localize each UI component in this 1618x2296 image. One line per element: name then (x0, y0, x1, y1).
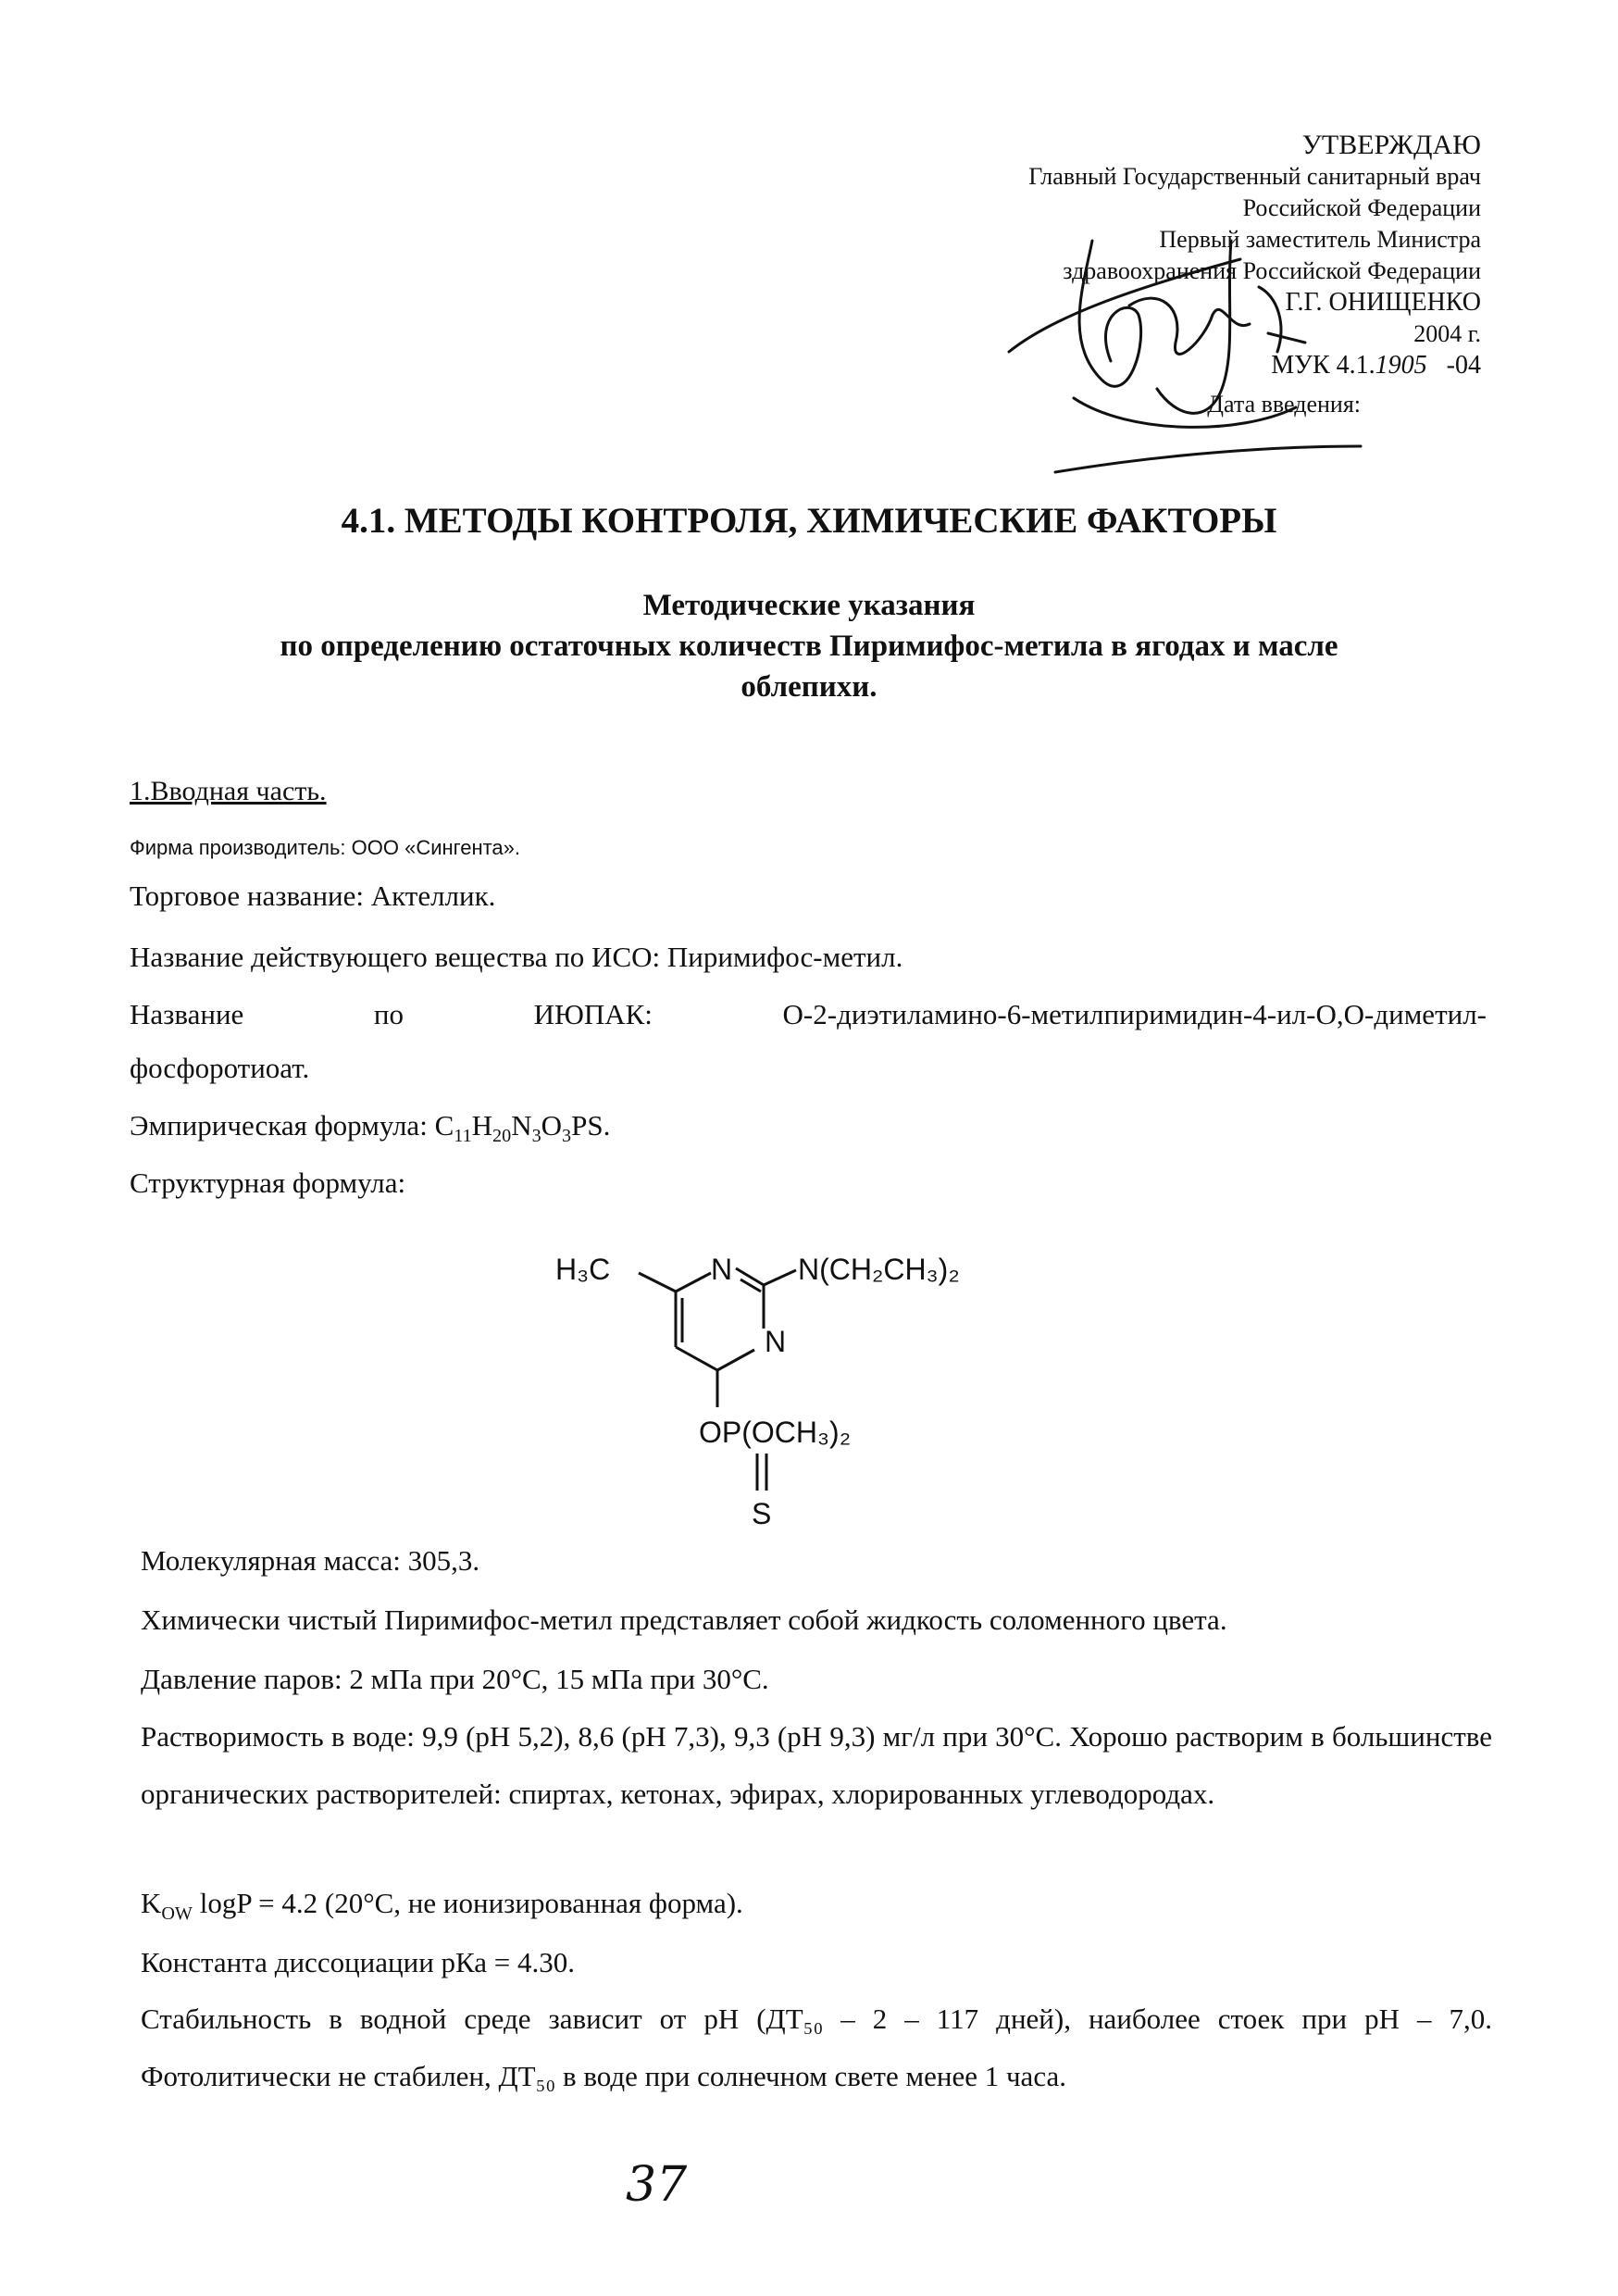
empirical-label: Эмпирическая формула: (130, 1109, 435, 1142)
solubility: Растворимость в воде: 9,9 (рН 5,2), 8,6 (рН 7,3), 9,3 (рН 9,3) мг/л при 30°С. Хорошо растворим в большинстве органических растворителей: спиртах, кетонах, эфирах, хлорированных углеводородах. (141, 1720, 1492, 1810)
n-right-label: N (765, 1325, 787, 1358)
empirical-formula (130, 1109, 610, 1147)
structural-label: Структурная формула: (130, 1167, 406, 1199)
pka-line: Константа диссоциации рКа = 4.30. (141, 1946, 576, 1978)
handwritten-signature (1000, 204, 1370, 481)
iupac-continuation: фосфоротиоат. (130, 1052, 310, 1084)
muk-label: МУК 4.1. (1271, 351, 1375, 380)
approval-year: 2004 г. (1413, 320, 1481, 347)
approval-deputy: Первый заместитель Министра (1159, 226, 1481, 253)
muk-number: 1905 (1375, 351, 1427, 380)
stability: Стабильность в водной среде зависит от рН (ДТ₅₀ – 2 – 117 дней), наиболее стоек при рН – 7,0. Фотолитически не стабилен, ДТ₅₀ в воде при солнечном свете менее 1 часа. (141, 2003, 1492, 2092)
approval-country: Российской Федерации (1242, 194, 1481, 221)
approval-position: Главный Государственный санитарный врач (1028, 163, 1481, 190)
manufacturer-line: Фирма производитель: ООО «Сингента». (130, 836, 521, 859)
amine-label: N(CH₂CH₃)₂ (798, 1253, 960, 1286)
pure-substance: Химически чистый Пиримифос-метил представляет собой жидкость соломенного цвета. (141, 1603, 1227, 1636)
molecular-mass: Молекулярная масса: 305,3. (141, 1544, 480, 1577)
phosphate-label: OP(OCH₃)₂ (699, 1416, 852, 1449)
h3c-label: H₃C (555, 1253, 611, 1286)
subtitle-line-2: по определению остаточных количеств Пиримифос-метила в ягодах и масле (280, 630, 1338, 663)
muk-suffix: -04 (1446, 351, 1481, 380)
n-top-label: N (711, 1253, 733, 1286)
iupac-name: О-2-диэтиламино-6-метилпиримидин-4-ил-О,О-диметил- (782, 998, 1487, 1030)
approval-ministry: здравоохранения Российской Федерации (1063, 257, 1481, 284)
empirical-value: $C_{11}H_{20}N_3O_3PS$. (434, 1109, 611, 1147)
iso-name-line: Название действующего вещества по ИСО: Пиримифос-метил. (130, 941, 903, 973)
section-heading: 1.Вводная часть. (130, 776, 327, 806)
kow-text: logP = 4.2 (20°С, не ионизированная форма). (192, 1887, 743, 1919)
sulfur-label: S (752, 1497, 772, 1530)
iupac-word-2: по (373, 998, 404, 1030)
approval-name: Г.Г. ОНИЩЕНКО (1285, 288, 1481, 317)
iupac-word-1: Название (130, 998, 244, 1030)
trade-name-line: Торговое название: Актеллик. (130, 880, 496, 912)
approval-intro-date: Дата введения: (1207, 391, 1361, 418)
vapor-pressure: Давление паров: 2 мПа при 20°С, 15 мПа при 30°С. (141, 1663, 769, 1695)
page-number: 37 (626, 2157, 688, 2213)
iupac-line (130, 998, 1487, 1031)
subtitle-line-1: Методические указания (642, 589, 976, 622)
iupac-word-3: ИЮПАК: (533, 998, 653, 1030)
subtitle-line-3: облепихи. (741, 670, 877, 704)
approval-heading: УТВЕРЖДАЮ (1301, 130, 1481, 160)
document-subtitle (185, 585, 1433, 707)
kow-line: $K_{OW}$ logP = 4.2 (20°С, не ионизированная форма). (141, 1887, 743, 1925)
structural-formula-diagram (555, 1231, 1074, 1546)
document-title: 4.1. МЕТОДЫ КОНТРОЛЯ, ХИМИЧЕСКИЕ ФАКТОРЫ (341, 501, 1277, 541)
